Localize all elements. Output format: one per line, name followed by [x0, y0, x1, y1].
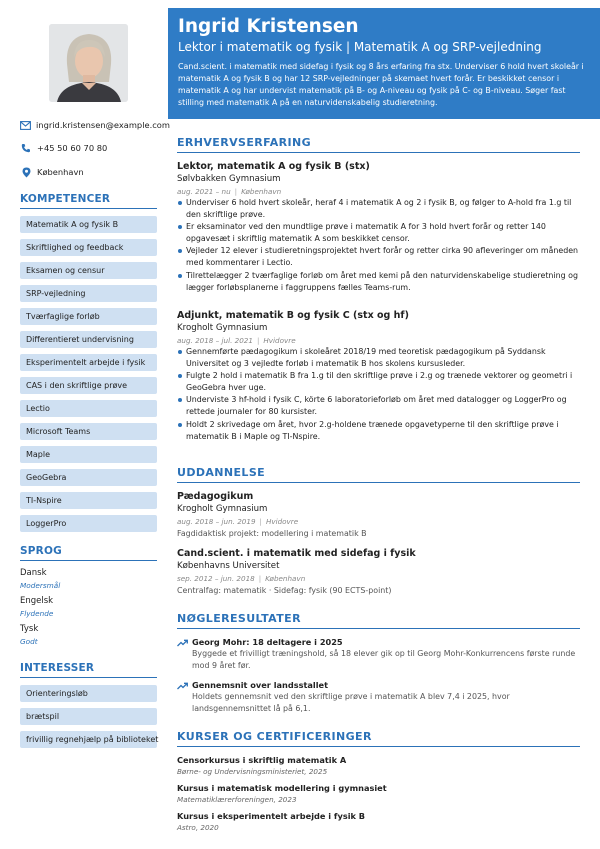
key-result-title: Georg Mohr: 18 deltagere i 2025 — [192, 637, 343, 647]
list-item: Holdt 2 skrivedage om året, hvor 2.g-holdene trænede opgavetyperne til den skriftlige prøve i matematik B i Maple og TI-Nspire. — [177, 419, 581, 443]
competency-chip: LoggerPro — [20, 515, 157, 532]
list-item: Gennemførte pædagogikum i skoleåret 2018/19 med teoretisk pædagogikum på Syddansk Universitet og 3 vejledte forløb i matematik B hos skolens kursusleder. — [177, 346, 581, 370]
certification-title: Kursus i eksperimentelt arbejde i fysik B — [177, 811, 366, 821]
language-level: Modersmål — [20, 581, 61, 590]
list-item: Underviste 3 hf-hold i fysik C, körte 6 laboratorieforløb om året med datalogger og LoggerPro og rettede journaler for 80 kursister. — [177, 394, 581, 418]
competency-chip: Differentieret undervisning — [20, 331, 157, 348]
certification-org: Børne- og Undervisningsministeriet, 2025 — [177, 767, 328, 776]
trend-up-icon — [177, 638, 188, 647]
key-results-heading: NØGLERESULTATER — [177, 612, 580, 629]
interest-chip: frivillig regnehjælp på biblioteket — [20, 731, 157, 748]
header-banner — [168, 8, 600, 119]
competency-chip: Tværfaglige forløb — [20, 308, 157, 325]
certification-org: Astro, 2020 — [177, 823, 219, 832]
job-bullets — [177, 346, 581, 443]
education-title: Pædagogikum — [177, 491, 254, 502]
job-title: Lektor, matematik A og fysik B (stx) — [177, 161, 370, 172]
trend-up-icon — [177, 681, 188, 690]
competency-chip: Eksamen og censur — [20, 262, 157, 279]
competencies-heading: KOMPETENCER — [20, 193, 157, 209]
job-org: Krogholt Gymnasium — [177, 323, 268, 333]
contact-location — [20, 166, 168, 178]
profile-title: Lektor i matematik og fysik | Matematik A og SRP-vejledning — [178, 40, 542, 54]
education-org: Københavns Universitet — [177, 561, 280, 571]
list-item: Vejleder 12 elever i studieretningsprojektet hvert forår og retter cirka 90 afleveringer om måneden med kommentarer i Lectio. — [177, 245, 581, 269]
list-item: Fulgte 2 hold i matematik B fra 1.g til den skriftlige prøve i 2.g og trænede vektorer og geometri i GeoGebra hver uge. — [177, 370, 581, 394]
key-result-text: Byggede et frivilligt træningshold, så 18 elever gik op til Georg Mohr-Konkurrencens første runde mod 9 året før. — [192, 649, 576, 670]
contact-phone[interactable] — [20, 142, 168, 154]
education-heading: UDDANNELSE — [177, 466, 580, 483]
list-item: Tilrettelægger 2 tværfaglige forløb om året med kemi på den naturvidenskabelige studieretning og lægger forløbsplanerne i faggruppens fælles Teams-rum. — [177, 270, 581, 294]
job-meta: aug. 2021 – nu | København — [177, 187, 282, 196]
education-meta: sep. 2012 – jun. 2018 | København — [177, 574, 306, 583]
education-org: Krogholt Gymnasium — [177, 504, 268, 514]
interest-chip: brætspil — [20, 708, 157, 725]
job-place: Hvidovre — [263, 336, 296, 345]
job-org: Sølvbakken Gymnasium — [177, 174, 281, 184]
interests-heading: INTERESSER — [20, 662, 157, 678]
list-item: Er eksaminator ved den mundtlige prøve i matematik A for 3 hold hvert forår og retter 140 opgavesæt i skriftlig matematik A som beskikket censor. — [177, 221, 581, 245]
profile-name: Ingrid Kristensen — [178, 16, 359, 37]
education-meta: aug. 2018 – jun. 2019 | Hvidovre — [177, 517, 299, 526]
key-result-title: Gennemsnit over landsstallet — [192, 680, 328, 690]
job-bullets — [177, 197, 581, 294]
language-level: Godt — [20, 637, 38, 646]
profile-photo — [49, 24, 128, 102]
certification-org: Matematiklærerforeningen, 2023 — [177, 795, 297, 804]
competency-chip: Skriftlighed og feedback — [20, 239, 157, 256]
interest-chip: Orienteringsløb — [20, 685, 157, 702]
list-item: Underviser 6 hold hvert skoleår, heraf 4 i matematik A og 2 i fysik B, og følger to A-hold fra 1.g til den skriftlige prøve. — [177, 197, 581, 221]
education-note: Fagdidaktisk projekt: modellering i matematik B — [177, 529, 367, 538]
certification-title: Kursus i matematisk modellering i gymnasiet — [177, 783, 387, 793]
certification-title: Censorkursus i skriftlig matematik A — [177, 755, 347, 765]
education-note: Centralfag: matematik · Sidefag: fysik (90 ECTS-point) — [177, 586, 392, 595]
phone-icon — [20, 142, 32, 154]
competency-chip: TI-Nspire — [20, 492, 157, 509]
location-text: København — [37, 167, 84, 177]
competency-chip: Microsoft Teams — [20, 423, 157, 440]
education-place: Hvidovre — [265, 517, 299, 526]
education-dates: aug. 2018 – jun. 2019 — [177, 517, 256, 526]
contact-email[interactable] — [20, 119, 168, 131]
competency-chip: Lectio — [20, 400, 157, 417]
education-dates: sep. 2012 – jun. 2018 — [177, 574, 255, 583]
job-place: København — [241, 187, 282, 196]
language-name: Dansk — [20, 568, 47, 578]
certifications-heading: KURSER OG CERTIFICERINGER — [177, 730, 580, 747]
languages-heading: SPROG — [20, 545, 157, 561]
language-name: Tysk — [20, 624, 39, 634]
language-name: Engelsk — [20, 596, 54, 606]
job-dates: aug. 2021 – nu — [177, 187, 231, 196]
job-title: Adjunkt, matematik B og fysik C (stx og hf) — [177, 310, 409, 321]
language-level: Flydende — [20, 609, 54, 618]
email-text: ingrid.kristensen@example.com — [36, 120, 170, 130]
mail-icon — [20, 119, 31, 131]
job-meta: aug. 2018 – jul. 2021 | Hvidovre — [177, 336, 296, 345]
education-title: Cand.scient. i matematik med sidefag i fysik — [177, 548, 416, 559]
competency-chip: Eksperimentelt arbejde i fysik — [20, 354, 157, 371]
experience-heading: ERHVERVSERFARING — [177, 136, 580, 153]
job-dates: aug. 2018 – jul. 2021 — [177, 336, 253, 345]
competency-chip: GeoGebra — [20, 469, 157, 486]
sidebar — [0, 0, 168, 849]
key-result-text: Holdets gennemsnit ved den skriftlige prøve i matematik A blev 7,4 i 2025, hvor landsgennemsnittet lå på 6,1. — [192, 692, 510, 713]
phone-text: +45 50 60 70 80 — [37, 143, 108, 153]
competency-chip: Matematik A og fysik B — [20, 216, 157, 233]
profile-summary: Cand.scient. i matematik med sidefag i fysik og 8 års erfaring fra stx. Underviser 6 hold hvert skoleår i matematik A og fysik B og har 12 SRP-vejledninger på skemaet hvert forår. Er beskikket censor i matematik A og har undervist matematik på B- og A-niveau og fysik på C- og B-niveau. Søger fast stilling med matematik A på en naturvidenskabelig studieretning. — [178, 62, 584, 107]
location-pin-icon — [20, 166, 32, 178]
competency-chip: CAS i den skriftlige prøve — [20, 377, 157, 394]
competency-chip: Maple — [20, 446, 157, 463]
education-place: København — [265, 574, 306, 583]
competency-chip: SRP-vejledning — [20, 285, 157, 302]
